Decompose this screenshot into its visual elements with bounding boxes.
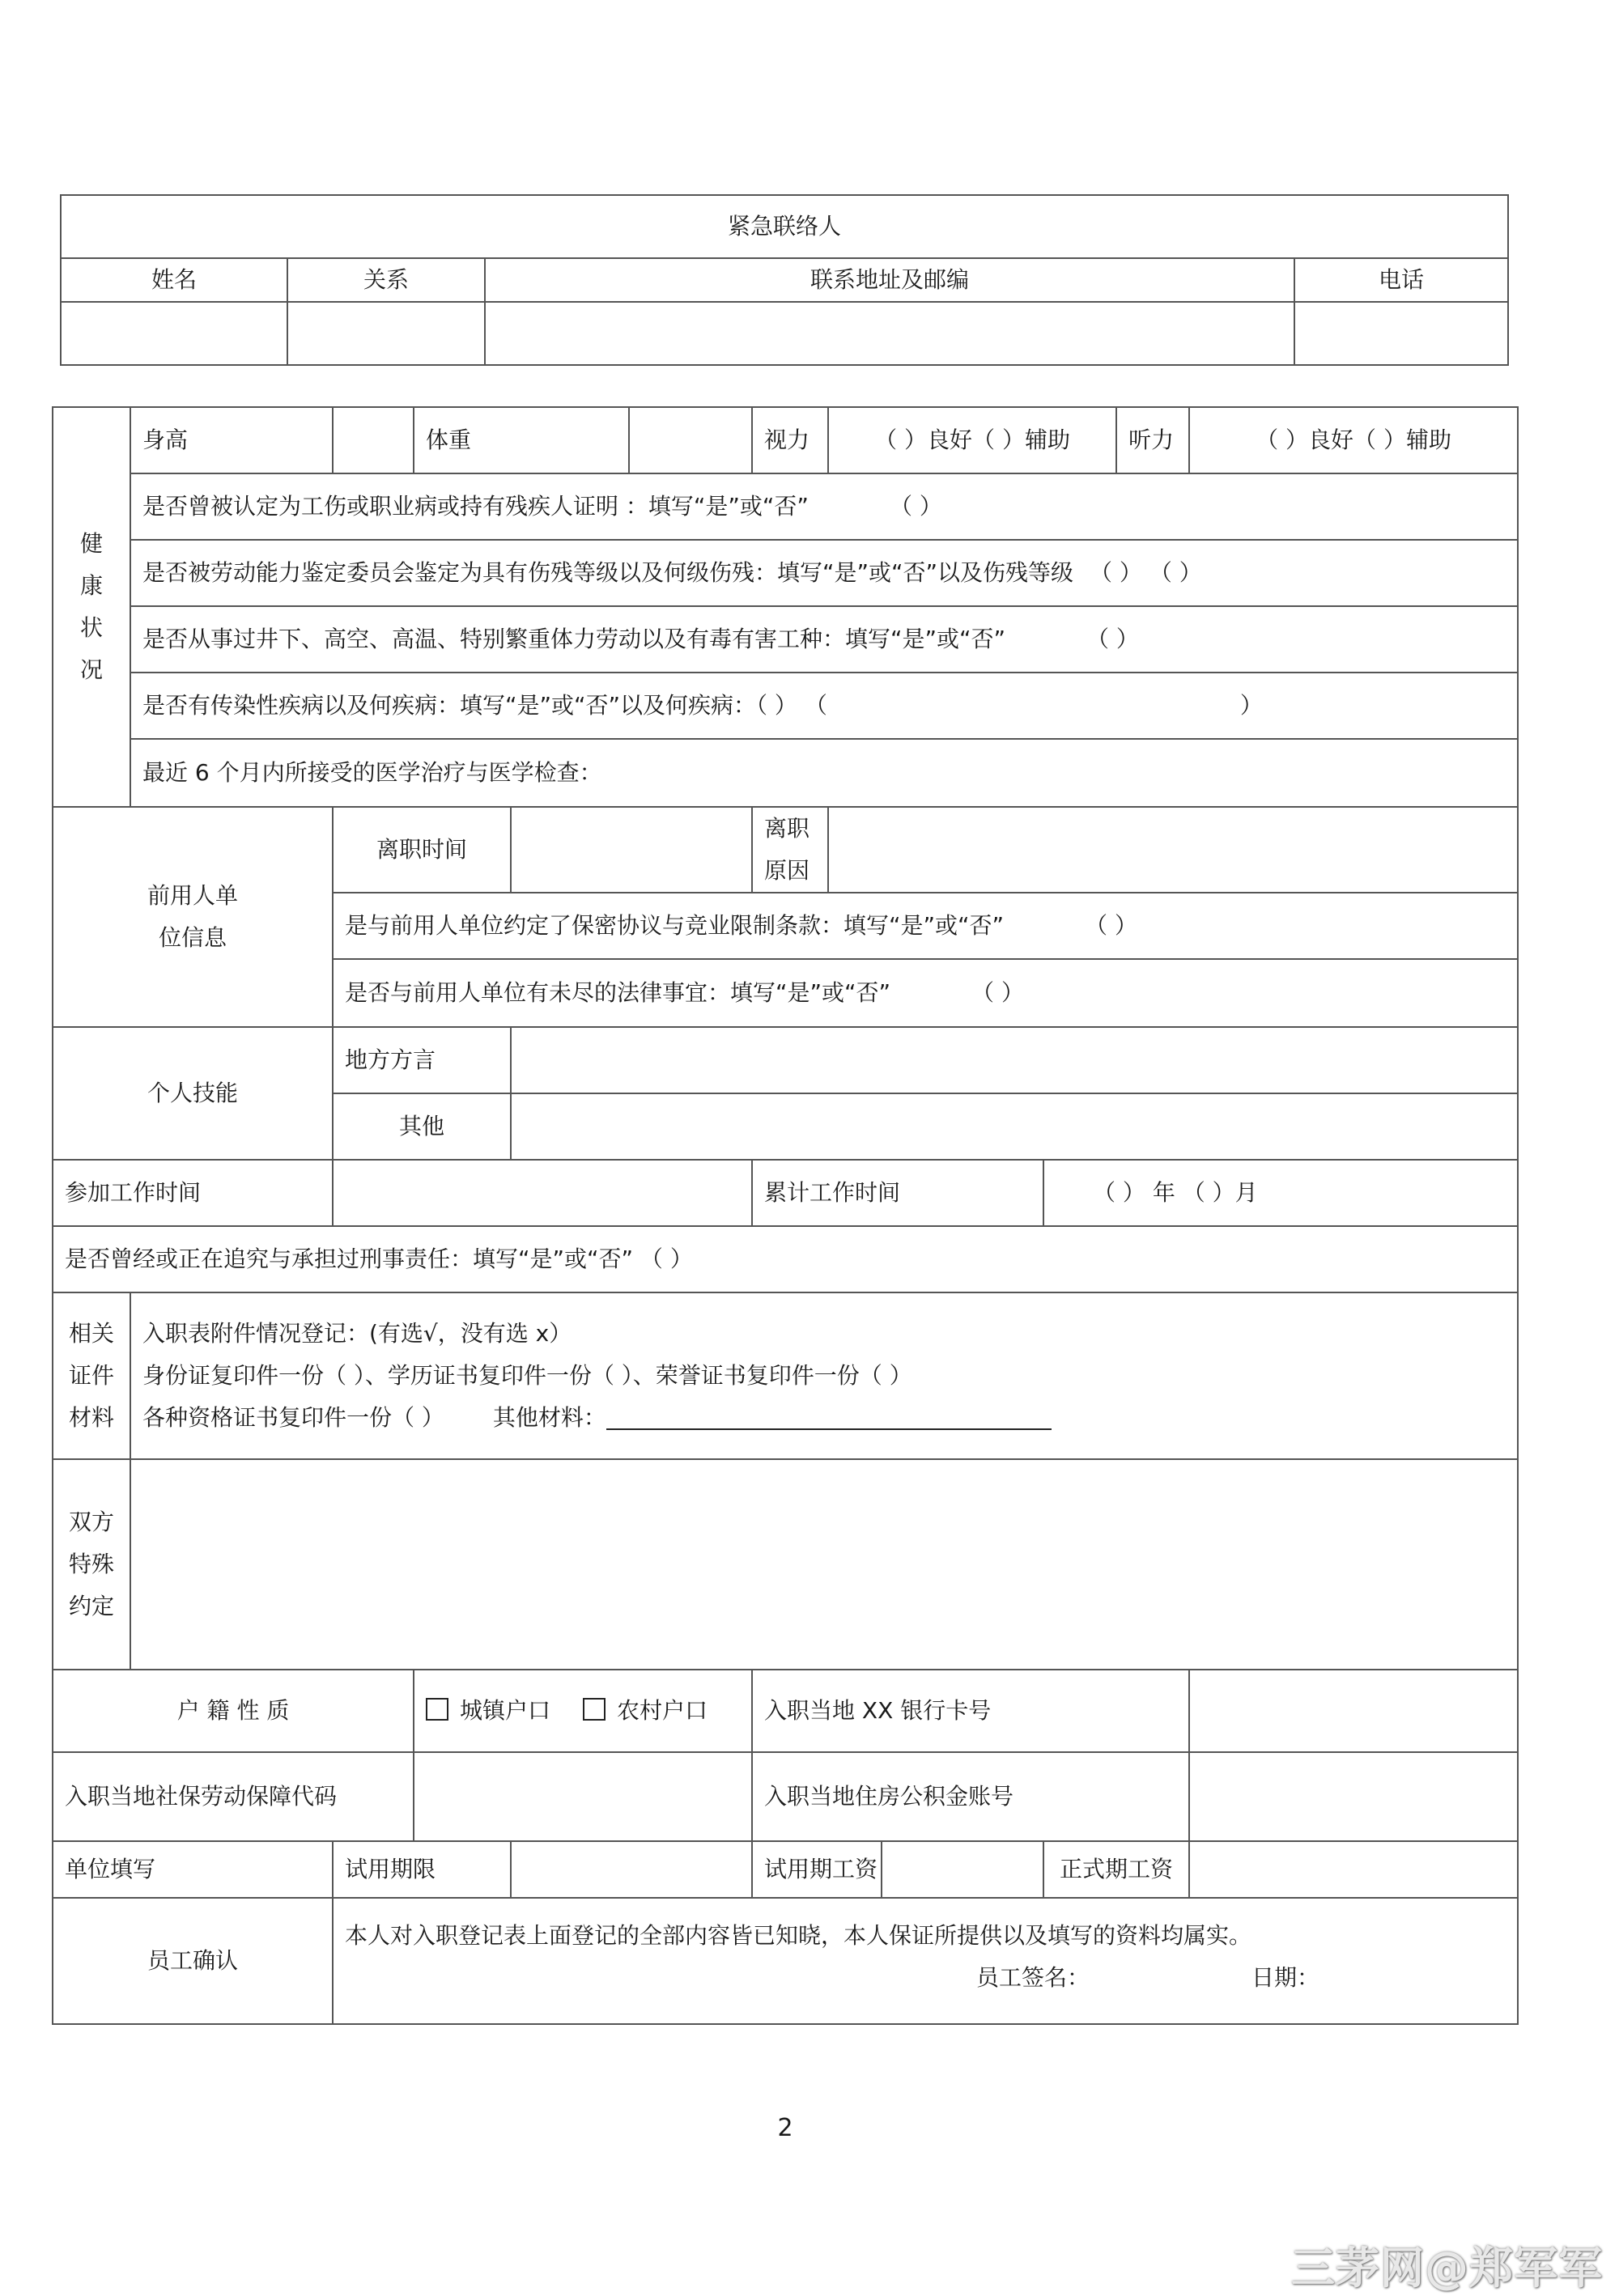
employer-question-1: 是与前用人单位约定了保密协议与竞业限制条款：填写“是”或“否” （ ）: [333, 893, 1518, 959]
hearing-label: 听力: [1116, 407, 1189, 473]
employer-question-2: 是否与前用人单位有未尽的法律事宜：填写“是”或“否” （ ）: [333, 959, 1518, 1027]
social-security-label: 入职当地社保劳动保障代码: [53, 1752, 414, 1841]
vision-label: 视力: [752, 407, 828, 473]
height-label: 身高: [130, 407, 333, 473]
confirm-sign-row: [345, 1957, 1506, 1999]
weight-field[interactable]: [629, 407, 752, 473]
page-number: 2: [777, 2114, 793, 2142]
work-total-field[interactable]: （ ） 年 （ ）月: [1043, 1160, 1518, 1226]
work-total-label: 累计工作时间: [752, 1160, 1043, 1226]
other-materials-underline[interactable]: [606, 1404, 1052, 1430]
probation-salary-field[interactable]: [882, 1841, 1043, 1898]
documents-line-1: 入职表附件情况登记：(有选√，没有选 x）: [142, 1320, 572, 1347]
probation-salary-label: 试用期工资: [752, 1841, 882, 1898]
health-section-label: 健康状况: [53, 407, 130, 807]
date-label[interactable]: 日期：: [1251, 1964, 1320, 1991]
col-phone: 电话: [1294, 258, 1508, 302]
emergency-title: 紧急联络人: [61, 195, 1508, 258]
documents-line-3[interactable]: 各种资格证书复印件一份（ ） 其他材料：: [142, 1397, 1506, 1439]
skills-other-label: 其他: [333, 1093, 511, 1160]
rural-checkbox[interactable]: [583, 1698, 606, 1721]
emergency-address-field[interactable]: [485, 302, 1294, 365]
household-label: 户 籍 性 质: [53, 1670, 414, 1752]
work-start-field[interactable]: [333, 1160, 752, 1226]
vision-options[interactable]: （ ）良好（ ）辅助: [828, 407, 1116, 473]
documents-content: [130, 1292, 1518, 1459]
main-info-table: [52, 406, 1519, 2025]
height-field[interactable]: [333, 407, 414, 473]
previous-employer-label: 前用人单位信息: [53, 807, 333, 1027]
col-address: 联系地址及邮编: [485, 258, 1294, 302]
emergency-phone-field[interactable]: [1294, 302, 1508, 365]
leave-time-field[interactable]: [511, 807, 752, 893]
leave-reason-label: 离职原因: [752, 807, 828, 893]
employer-answer-2[interactable]: （ ）: [971, 979, 1024, 1006]
emergency-relation-field[interactable]: [287, 302, 485, 365]
health-answer-4[interactable]: ）: [1239, 692, 1263, 719]
household-options: 城镇户口 农村户口: [414, 1670, 752, 1752]
documents-section-label: 相关证件材料: [53, 1292, 130, 1459]
health-answer-2[interactable]: （ ） （ ）: [1090, 559, 1202, 586]
emergency-contact-table: [60, 194, 1509, 366]
watermark: 三茅网@郑军军: [1291, 2243, 1603, 2294]
criminal-question[interactable]: 是否曾经或正在追究与承担过刑事责任：填写“是”或“否” （ ）: [53, 1226, 1518, 1292]
social-security-field[interactable]: [414, 1752, 752, 1841]
col-relation: 关系: [287, 258, 485, 302]
leave-time-label: 离职时间: [333, 807, 511, 893]
dialect-field[interactable]: [511, 1027, 1518, 1093]
signature-label[interactable]: 员工签名：: [976, 1964, 1090, 1991]
urban-checkbox[interactable]: [426, 1698, 448, 1721]
health-question-1: 是否曾被认定为工伤或职业病或持有残疾人证明 ：填写“是”或“否” （ ）: [130, 473, 1518, 540]
dialect-label: 地方方言: [333, 1027, 511, 1093]
emergency-name-field[interactable]: [61, 302, 287, 365]
health-question-5[interactable]: 最近 6 个月内所接受的医学治疗与医学检查：: [130, 739, 1518, 807]
formal-salary-field[interactable]: [1189, 1841, 1518, 1898]
documents-line-2[interactable]: 身份证复印件一份（ ）、学历证书复印件一份（ ）、荣誉证书复印件一份（ ）: [142, 1362, 912, 1389]
confirm-label: 员工确认: [53, 1898, 333, 2024]
agreement-section-label: 双方特殊约定: [53, 1459, 130, 1670]
agreement-field[interactable]: [130, 1459, 1518, 1670]
health-question-3: 是否从事过井下、高空、高温、特别繁重体力劳动以及有毒有害工种：填写“是”或“否” （ ）: [130, 606, 1518, 673]
employer-answer-1[interactable]: （ ）: [1085, 912, 1137, 939]
formal-salary-label: 正式期工资: [1043, 1841, 1189, 1898]
confirm-content: [333, 1898, 1518, 2024]
leave-reason-field[interactable]: [828, 807, 1518, 893]
bank-field[interactable]: [1189, 1670, 1518, 1752]
probation-field[interactable]: [511, 1841, 752, 1898]
health-question-2: 是否被劳动能力鉴定委员会鉴定为具有伤残等级以及何级伤残：填写“是”或“否”以及伤残等级 （ ） （ ）: [130, 540, 1518, 606]
health-question-4: 是否有传染性疾病以及何疾病：填写“是”或“否”以及何疾病：（ ） （ ）: [130, 673, 1518, 739]
bank-label: 入职当地 XX 银行卡号: [752, 1670, 1189, 1752]
weight-label: 体重: [414, 407, 629, 473]
housing-fund-field[interactable]: [1189, 1752, 1518, 1841]
skills-label: 个人技能: [53, 1027, 333, 1160]
health-answer-3[interactable]: （ ）: [1086, 626, 1139, 652]
health-answer-1[interactable]: （ ）: [889, 493, 942, 520]
unit-label: 单位填写: [53, 1841, 333, 1898]
skills-other-field[interactable]: [511, 1093, 1518, 1160]
work-start-label: 参加工作时间: [53, 1160, 333, 1226]
housing-fund-label: 入职当地住房公积金账号: [752, 1752, 1189, 1841]
probation-label: 试用期限: [333, 1841, 511, 1898]
confirm-statement: 本人对入职登记表上面登记的全部内容皆已知晓，本人保证所提供以及填写的资料均属实。: [345, 1922, 1252, 1949]
hearing-options[interactable]: （ ）良好（ ）辅助: [1189, 407, 1518, 473]
col-name: 姓名: [61, 258, 287, 302]
